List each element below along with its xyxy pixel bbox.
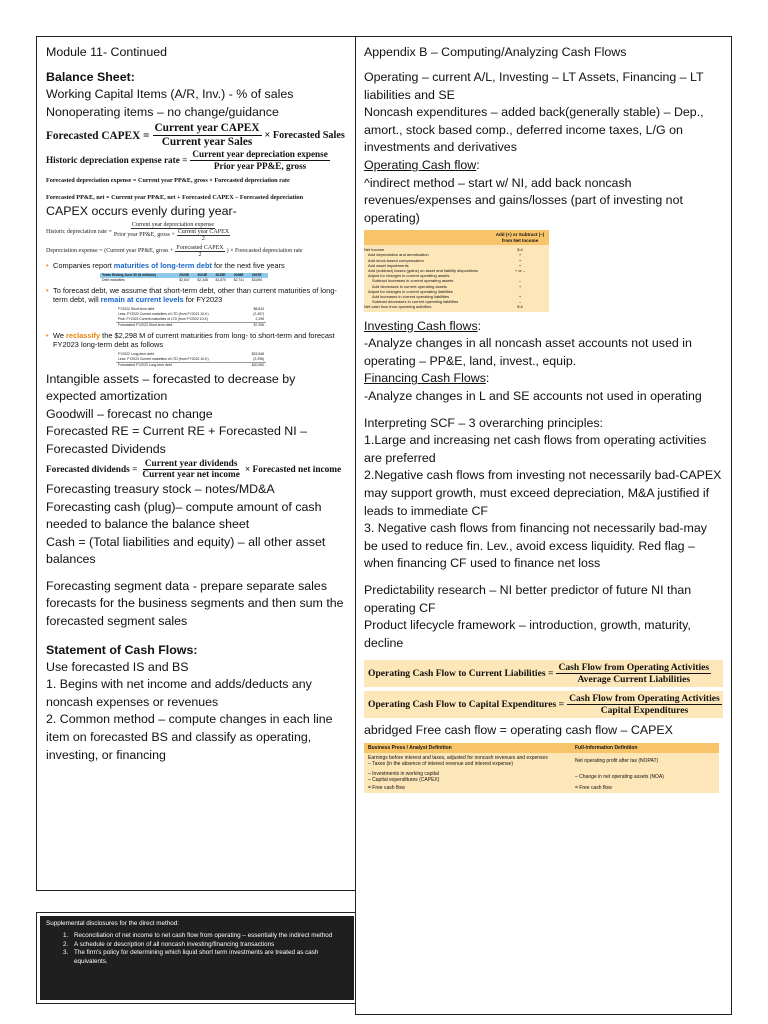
supplemental-list xyxy=(70,932,348,966)
table-cell: FY2022 Short-term debt xyxy=(118,307,155,312)
supplemental-title: Supplemental disclosures for the direct method: xyxy=(46,920,180,927)
note-line: Forecasted RE = Current RE + Forecasted NI – Forecasted Dividends xyxy=(46,424,308,456)
long-term-debt-table xyxy=(116,352,266,367)
indirect-method-table xyxy=(364,230,549,311)
note-line: Predictability research – NI better predictor of future NI than operating CF xyxy=(364,582,692,615)
list-item: 2. A schedule or description of all noncash investing/financing transactions xyxy=(70,941,348,949)
list-item: 3. The firm's policy for determining which liquid short term investments are treated as cash equivalents. xyxy=(70,949,348,966)
left-notes-panel xyxy=(36,36,358,891)
table-cell: 2,298 xyxy=(255,316,264,321)
formula-rhs: × Forecasted Sales xyxy=(264,130,345,142)
row-sign: $ # xyxy=(517,304,523,310)
row-label: Subtract decreases in current operating liabilities xyxy=(372,299,459,305)
row-sign: + xyxy=(518,293,522,299)
dep-expense-formula-2 xyxy=(46,245,348,258)
table-cell: $2,741 xyxy=(233,278,245,282)
table-cell: – Change in net operating assets (NOA) xyxy=(575,773,664,780)
note-line: Goodwill – forecast no change xyxy=(46,406,213,421)
table-cell: $1,870 xyxy=(215,278,226,282)
row-label: Add depreciation and amortization xyxy=(368,252,429,258)
table-cell: Forecasted FY2023 Short-term debt xyxy=(116,322,246,327)
table-cell: (2,457) xyxy=(253,312,264,317)
formula-den: Capital Expenditures xyxy=(600,705,689,717)
row-label: Subtract increases in current operating assets xyxy=(372,278,454,284)
row-sign: – xyxy=(518,299,522,305)
table-row xyxy=(368,755,715,767)
table-row xyxy=(368,771,715,783)
formula-rhs: × Forecasted net income xyxy=(244,464,342,475)
table-body xyxy=(364,753,719,793)
free-cash-flow-table xyxy=(364,743,719,793)
heading-text: Financing Cash Flows xyxy=(364,371,486,386)
financing-heading: Financing Cash Flows: xyxy=(364,371,490,386)
table-header xyxy=(364,743,719,753)
table-cell: $2,348 xyxy=(197,278,208,282)
table-cell: = Free cash flow xyxy=(368,785,405,792)
note-line: 2.Negative cash flows from investing not necessarily bad-CAPEX may support growth, must exceed depreciation, M&A justified if leads to immediate CF xyxy=(364,468,722,518)
note-text: Companies report xyxy=(53,260,114,270)
ocf-to-cl-ratio xyxy=(364,660,723,687)
row-label: Add decreases in current operating assets xyxy=(372,283,447,289)
note-highlight: remain at current levels xyxy=(100,295,184,305)
formula-num: Current year CAPEX xyxy=(154,122,260,135)
row-sign: + xyxy=(518,262,522,268)
row-label: Net cash flow from operating activities xyxy=(364,304,432,310)
dep-expense-formula: Forecasted depreciation expense = Current year PP&E, gross × Forecasted depreciation rate xyxy=(46,177,290,185)
formula-lhs: Forecasted dividends = xyxy=(46,464,138,475)
short-term-debt-table xyxy=(116,307,266,327)
note-text: the $2,298 M of current maturities from long- to short-term and forecast FY2023 long-term debt as follows xyxy=(53,330,335,349)
table-cell: Net operating profit after tax (NOPAT) xyxy=(575,758,659,765)
table-cell: $8,843 xyxy=(253,307,264,312)
table-cell: – Capital expenditures (CAPEX) xyxy=(368,776,440,783)
row-label: Add stock-based compensation xyxy=(368,257,424,263)
table-cell: $2,847 xyxy=(179,278,190,282)
row-label: Adjust for changes in current operating assets xyxy=(368,273,450,279)
note-line: 3. Negative cash flows from financing not necessarily bad-may be used to reduce fin. Lev., avoid excess liquidity. Red flag – when financing CF used to finance net loss xyxy=(364,521,707,571)
note-line: Operating – current A/L, Investing – LT Assets, Financing – LT liabilities and SE xyxy=(364,70,704,102)
formula-num: Current year depreciation expense xyxy=(192,149,328,160)
table-row xyxy=(100,278,268,283)
formula-lhs: Operating Cash Flow to Current Liabilities = xyxy=(368,668,554,680)
table-cell: Plus: FY2023 Current maturities of LTD (from FY2022 10-K) xyxy=(118,316,209,321)
table-cell: $3,690 xyxy=(251,278,263,282)
table-cell: – Investments in working capital xyxy=(368,770,439,777)
bullet-icon: • xyxy=(46,285,49,295)
supplemental-slide xyxy=(40,916,354,1000)
note-line: Working Capital Items (A/R, Inv.) - % of sales xyxy=(46,87,294,101)
formula-den: Prior year PP&E, gross + xyxy=(113,232,175,239)
formula-den: Prior year PP&E, gross xyxy=(213,160,307,171)
table-header xyxy=(364,230,549,245)
note-line: -Analyze changes in L and SE accounts not used in operating xyxy=(364,388,702,403)
reclassify-note xyxy=(46,331,348,350)
note-line: Noncash expenditures – added back(generally stable) – Dep., amort., stock based comp., deferred income taxes, L/G on investments and derivatives xyxy=(364,105,704,155)
formula-num: Current year dividends xyxy=(144,458,238,469)
formula-lhs: Historic depreciation rate = xyxy=(46,228,112,235)
note-line: Product lifecycle framework – introduction, growth, maturity, decline xyxy=(364,618,691,650)
appendix-title: Appendix B – Computing/Analyzing Cash Flows xyxy=(364,45,627,59)
table-cell: Less: FY2022 Current maturities of LTD (from FY2021 10-K) xyxy=(118,312,209,317)
module-title: Module 11- Continued xyxy=(46,45,168,59)
bullet-icon: • xyxy=(46,260,49,270)
table-cell: Forecasted FY2023 Long-term debt xyxy=(116,362,244,367)
formula-num: Cash Flow from Operating Activities xyxy=(558,662,710,674)
table-header: 2025E xyxy=(214,273,232,278)
note-line: Forecasting treasury stock – notes/MD&A xyxy=(46,481,275,496)
table-row xyxy=(364,304,549,309)
list-item: 1. Reconciliation of net income to net cash flow from operating – essentially the indirect method xyxy=(70,932,348,940)
note-text: for FY2023 xyxy=(183,295,223,305)
table-cell: (2,298) xyxy=(253,356,264,361)
table-cell: FY2022 Long-term debt xyxy=(118,352,154,357)
dividends-formula xyxy=(46,459,348,481)
ocf-to-capex-ratio xyxy=(364,691,723,718)
dep-rate-formula xyxy=(46,149,348,171)
formula-den: Current year net income xyxy=(142,470,240,481)
note-line: 1.Large and increasing net cash flows from operating activities are preferred xyxy=(364,433,707,465)
capex-formula xyxy=(46,122,348,149)
formula-den: Average Current Liabilities xyxy=(577,674,691,686)
note-highlight: reclassify xyxy=(66,330,101,340)
note-line: ^indirect method – start w/ NI, add back noncash revenues/expenses and gains/losses (part of investing not operating) xyxy=(364,175,683,225)
capex-even-line: CAPEX occurs evenly during year- xyxy=(46,204,237,219)
formula-lhs: Operating Cash Flow to Capital Expenditures = xyxy=(368,699,565,711)
formula-den: 2 xyxy=(201,235,205,242)
row-label: Net income xyxy=(364,247,385,253)
note-text: We xyxy=(53,330,67,340)
table-row xyxy=(368,785,715,791)
note-highlight: maturities of long-term debt xyxy=(113,260,212,270)
row-sign: – xyxy=(518,278,522,284)
table-header: 2023E xyxy=(177,273,195,278)
column-header: Add (+) or Subtract (–) from Net Income xyxy=(495,232,545,243)
formula-lhs: Forecasted CAPEX = xyxy=(46,129,150,142)
column-header: Full-Information Definition xyxy=(575,745,638,751)
supplemental-panel xyxy=(36,912,358,1004)
table-cell: Earnings before interest and taxes, adjusted for noncash revenues and expenses xyxy=(368,755,548,762)
row-label: Adjust for changes in current operating liabilities xyxy=(368,288,453,294)
table-cell: $7,296 xyxy=(246,322,266,327)
heading-text: Operating Cash flow xyxy=(364,157,477,172)
formula-num: Forecasted CAPEX xyxy=(176,244,224,251)
formula-rhs: ) × Forecasted depreciation rate xyxy=(226,248,303,255)
balance-sheet-heading: Balance Sheet: xyxy=(46,70,135,84)
note-line: Nonoperating items – no change/guidance xyxy=(46,104,279,119)
scf-heading: Statement of Cash Flows: xyxy=(46,642,198,657)
row-sign: + xyxy=(518,257,522,263)
ocf-heading: Operating Cash flow: xyxy=(364,157,480,172)
dep-rate-formula-2 xyxy=(46,222,348,242)
debt-maturities-table xyxy=(100,273,268,283)
heading-text: Investing Cash flows xyxy=(364,318,478,333)
interpret-title: Interpreting SCF – 3 overarching principles: xyxy=(364,415,603,430)
right-notes-panel xyxy=(355,36,732,1015)
ppe-net-formula: Forecasted PP&E, net = Current year PP&E, net + Forecasted CAPEX – Forecasted depreciation xyxy=(46,194,304,202)
formula-lhs: Historic depreciation expense rate = xyxy=(46,155,188,166)
formula-num: Cash Flow from Operating Activities xyxy=(569,693,720,705)
formula-num: Current year CAPEX xyxy=(177,228,230,235)
table-header: 2027E xyxy=(250,273,268,278)
row-sign: $ # xyxy=(517,247,523,253)
note-line: Use forecasted IS and BS xyxy=(46,659,189,674)
fcf-line: abridged Free cash flow = operating cash flow – CAPEX xyxy=(364,723,673,738)
table-header: 2026E xyxy=(232,273,250,278)
note-line: Cash = (Total liabilities and equity) – all other asset balances xyxy=(46,534,326,567)
table-cell: Less: FY2023 Current maturities of LTD (from FY2022 10-K) xyxy=(118,356,209,361)
table-header: 2024E xyxy=(195,273,213,278)
investing-heading: Investing Cash flows: xyxy=(364,318,482,333)
row-label: Add (subtract) losses (gains) on asset and liability dispositions xyxy=(368,267,479,273)
note-line: 2. Common method – compute changes in each line item on forecasted BS and classify as operating, investing, or financing xyxy=(46,712,333,762)
row-sign: + xyxy=(518,252,522,258)
formula-lhs: Depreciation expense = (Current year PP&E, gross + xyxy=(46,248,174,255)
note-line: Forecasting cash (plug)– compute amount of cash needed to balance the balance sheet xyxy=(46,499,322,532)
short-term-debt-note xyxy=(46,286,348,305)
row-label: Add asset impairments xyxy=(368,262,409,268)
table-cell: $22,848 xyxy=(251,352,264,357)
row-sign: + or – xyxy=(514,267,526,273)
row-label: Add increases in current operating liabilities xyxy=(372,293,450,299)
table-cell: $20,550 xyxy=(244,362,266,367)
column-header: Business Press / Analyst Definition xyxy=(368,745,452,751)
table-row xyxy=(116,322,266,327)
table-cell: Debt maturities xyxy=(102,278,125,282)
segment-note: Forecasting segment data - prepare separate sales forecasts for the business segments and then sum the forecasted segment sales xyxy=(46,578,344,629)
row-sign: + xyxy=(518,283,522,289)
formula-den: Current year Sales xyxy=(161,136,253,149)
note-text: To forecast debt, we assume that short-term debt, other than current maturities of long-term debt, will xyxy=(53,285,337,305)
note-line: Intangible assets – forecasted to decrease by expected amortization xyxy=(46,371,296,404)
bullet-icon: • xyxy=(46,330,49,340)
note-line: 1. Begins with net income and adds/deducts any noncash expenses or revenues xyxy=(46,677,312,709)
note-line: -Analyze changes in all noncash asset accounts not used in operating – PP&E, land, invest., equip. xyxy=(364,336,692,368)
debt-maturity-note xyxy=(46,261,348,270)
formula-den: 2 xyxy=(198,251,202,258)
table-header: Years Ending June 30 ($ millions) xyxy=(100,273,177,278)
note-text: for the next five years xyxy=(211,260,285,270)
formula-num: Current year depreciation expense xyxy=(131,221,215,228)
table-cell: = Free cash flow xyxy=(575,785,612,792)
table-cell: – Taxes (in the absence of interest revenue and interest expense) xyxy=(368,761,513,768)
table-row xyxy=(116,362,266,367)
table-body xyxy=(364,245,549,311)
